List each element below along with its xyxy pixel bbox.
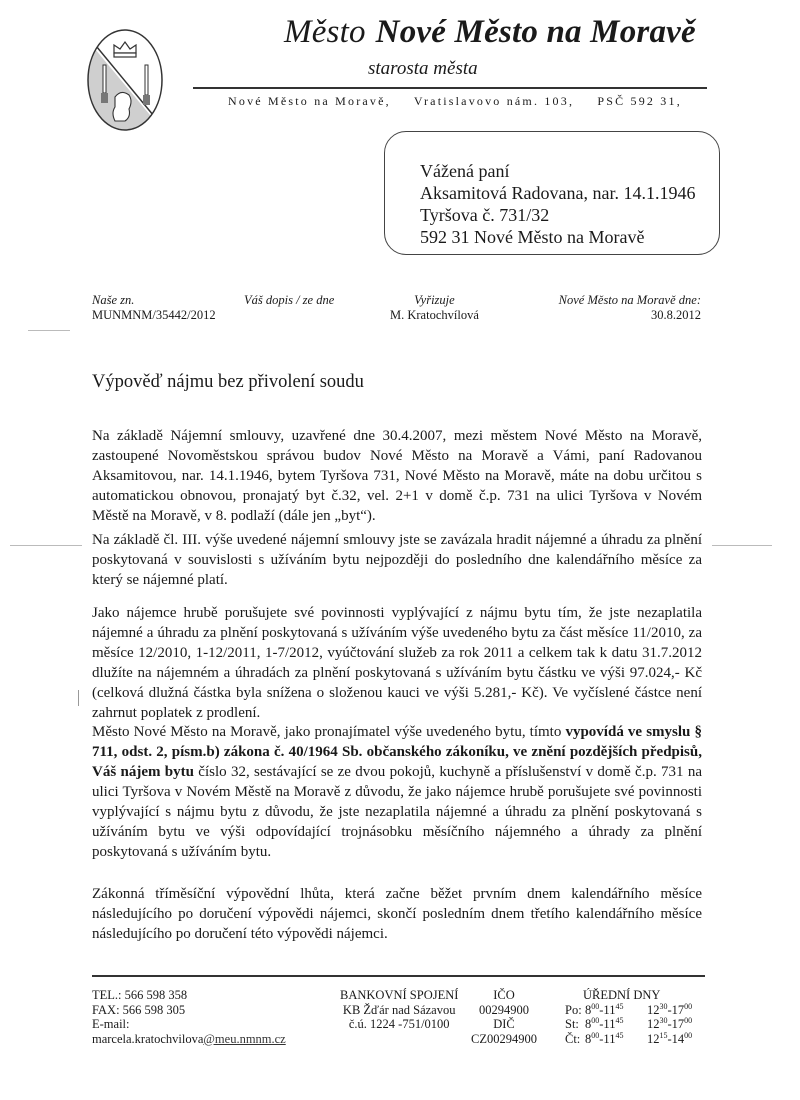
dic-value: CZ00294900 [471, 1031, 537, 1046]
ico-label: IČO [493, 988, 515, 1002]
letterhead-title [284, 14, 696, 51]
footer-office-hours [565, 988, 692, 1046]
paragraph-termination [92, 722, 702, 862]
handled-by [390, 293, 479, 323]
scan-artifact-line [10, 545, 82, 546]
office-hours-label: ÚŘEDNÍ DNY [583, 988, 661, 1002]
town-word: Město [284, 14, 366, 50]
paragraph-debt: Jako nájemce hrubě porušujete své povinnosti vyplývající z nájmu bytu tím, že jste nezaplatila nájemné a úhradu za plnění poskytovaná s užíváním výše uvedeného bytu za část měsíce 11/2010, za měsíce 12/2010, 1-12/2011, 1-7/2012, vyúčtování služeb za rok 2011 a celkem tak k datu 31.7.2012 dlužíte na nájemném a úhradách za plnění poskytovaná s užíváním bytu částku ve výši 97.024,- Kč (celková dlužná částka byla snížena o složenou kauci ve výši 5.281,- Kč). Ve vyčíslené částce není zahrnut poplatek z prodlení. [92, 605, 702, 721]
our-reference-value: MUNMNM/35442/2012 [92, 308, 216, 322]
address-street: Vratislavovo nám. 103, [413, 94, 575, 108]
termination-text-post: číslo 32, sestávající se ze dvou pokojů, kuchyně a příslušenství v domě č.p. 731 na ulici Tyršova v Novém Městě na Moravě z důvodu, že jako nájemce hrubě porušujete své povinnosti vyplývající s nájmu bytu z důvodu, že jste nezaplatila nájemné a úhradu za plnění poskytovaná s užíváním bytu ve výši odpovídající trojnásobku měsíčního nájemného a úhrady za plnění poskytovaná s užíváním bytu. [92, 764, 703, 860]
bank-name: KB Žďár nad Sázavou [342, 1002, 456, 1017]
paragraph-notice-period: Zákonná tříměsíční výpovědní lhůta, která začne běžet prvním dnem kalendářního měsíce následujícího po doručení výpovědi nájemci, skončí posledním dnem třetího kalendářního měsíce následujícího po doručení této výpovědi nájemci. [92, 886, 702, 942]
recipient-salutation: Vážená paní [420, 161, 510, 181]
address-town: Nové Město na Moravě, [228, 94, 391, 108]
bank-label: BANKOVNÍ SPOJENÍ [340, 988, 459, 1002]
address-postcode: PSČ 592 31, [597, 94, 682, 108]
municipality-name: Nové Město na Moravě [375, 14, 696, 50]
footer-email[interactable] [92, 1032, 286, 1047]
your-letter [244, 293, 334, 308]
our-reference-label: Naše zn. [92, 293, 135, 307]
office-hours-row: Čt: $8^{00}-11^{45}$ $12^{15}-14^{00}$ [565, 1030, 693, 1046]
handled-by-label: Vyřizuje [414, 293, 455, 307]
email-host-link[interactable]: @meu.nmnm.cz [203, 1031, 286, 1046]
our-reference [92, 293, 216, 323]
letter-date [535, 293, 701, 323]
footer-email-label: E-mail: [92, 1017, 130, 1031]
termination-legal-clause: vypovídá ve smyslu § 711, odst. 2, písm.b) zákona č. 40/1964 Sb. občanského zákoníku, ve znění pozdějších předpisů, Váš nájem bytu [92, 724, 702, 780]
bank-account: č.ú. 1224 -751/0100 [348, 1017, 450, 1031]
recipient-name: Aksamitová Radovana, nar. 14.1.1946 [420, 183, 696, 203]
coat-of-arms-icon [85, 27, 165, 133]
recipient-city: 592 31 Nové Město na Moravě [420, 227, 645, 247]
document-heading: Výpověď nájmu bez přivolení soudu [92, 372, 364, 392]
letterhead-subtitle: starosta města [368, 58, 478, 79]
scan-artifact-mark [78, 690, 79, 706]
footer-contact [92, 988, 286, 1046]
dic-label: DIČ [493, 1017, 515, 1031]
handled-by-value: M. Kratochvílová [390, 308, 479, 322]
letter-date-label: Nové Město na Moravě dne: [558, 293, 701, 307]
letter-date-value: 30.8.2012 [651, 308, 701, 322]
ico-value: 00294900 [479, 1002, 529, 1017]
office-hours-row: Po: $8^{00}-11^{45}$ $12^{30}-17^{00}$ [565, 1001, 693, 1017]
scan-artifact-line [28, 330, 70, 331]
email-user: marcela.kratochvilova [92, 1031, 204, 1046]
footer-divider [92, 975, 705, 977]
office-hours-row: St: $8^{00}-11^{45}$ $12^{30}-17^{00}$ [565, 1016, 693, 1031]
footer-bank [340, 988, 458, 1032]
recipient-street: Tyršova č. 731/32 [420, 205, 550, 225]
paragraph-payment-obligation: Na základě čl. III. výše uvedené nájemní smlouvy jste se zavázala hradit nájemné a úhradu za plnění poskytovaná v souvislosti s užíváním bytu nejpozději do posledního dne kalendářního měsíce za který se nájemné platí. [92, 532, 702, 588]
footer-phone: TEL.: 566 598 358 [92, 988, 188, 1002]
your-letter-label: Váš dopis / ze dne [244, 293, 335, 307]
termination-text-pre: Město Nové Město na Moravě, jako pronajímatel výše uvedeného bytu, tímto [92, 724, 566, 740]
paragraph-lease-basis: Na základě Nájemní smlouvy, uzavřené dne 30.4.2007, mezi městem Nové Město na Moravě, zastoupené Novoměstskou správou budov Nové Město na Moravě a Vámi, paní Radovanou Aksamitovou, nar. 14.1.1946, bytem Tyršova 731, Nové Město na Moravě, máte na dobu určitou s automatickou obnovou, pronajatý byt č.32, vel. 2+1 v domě č.p. 731 na ulici Tyršova v Novém Městě na Moravě, v 8. podlaží (dále jen „byt“). [92, 428, 702, 524]
footer-fax: FAX: 566 598 305 [92, 1002, 186, 1017]
letterhead-address [228, 94, 700, 109]
footer-ids [468, 988, 540, 1046]
recipient-address [420, 160, 695, 248]
scan-artifact-line [712, 545, 772, 546]
header-divider [193, 87, 707, 89]
